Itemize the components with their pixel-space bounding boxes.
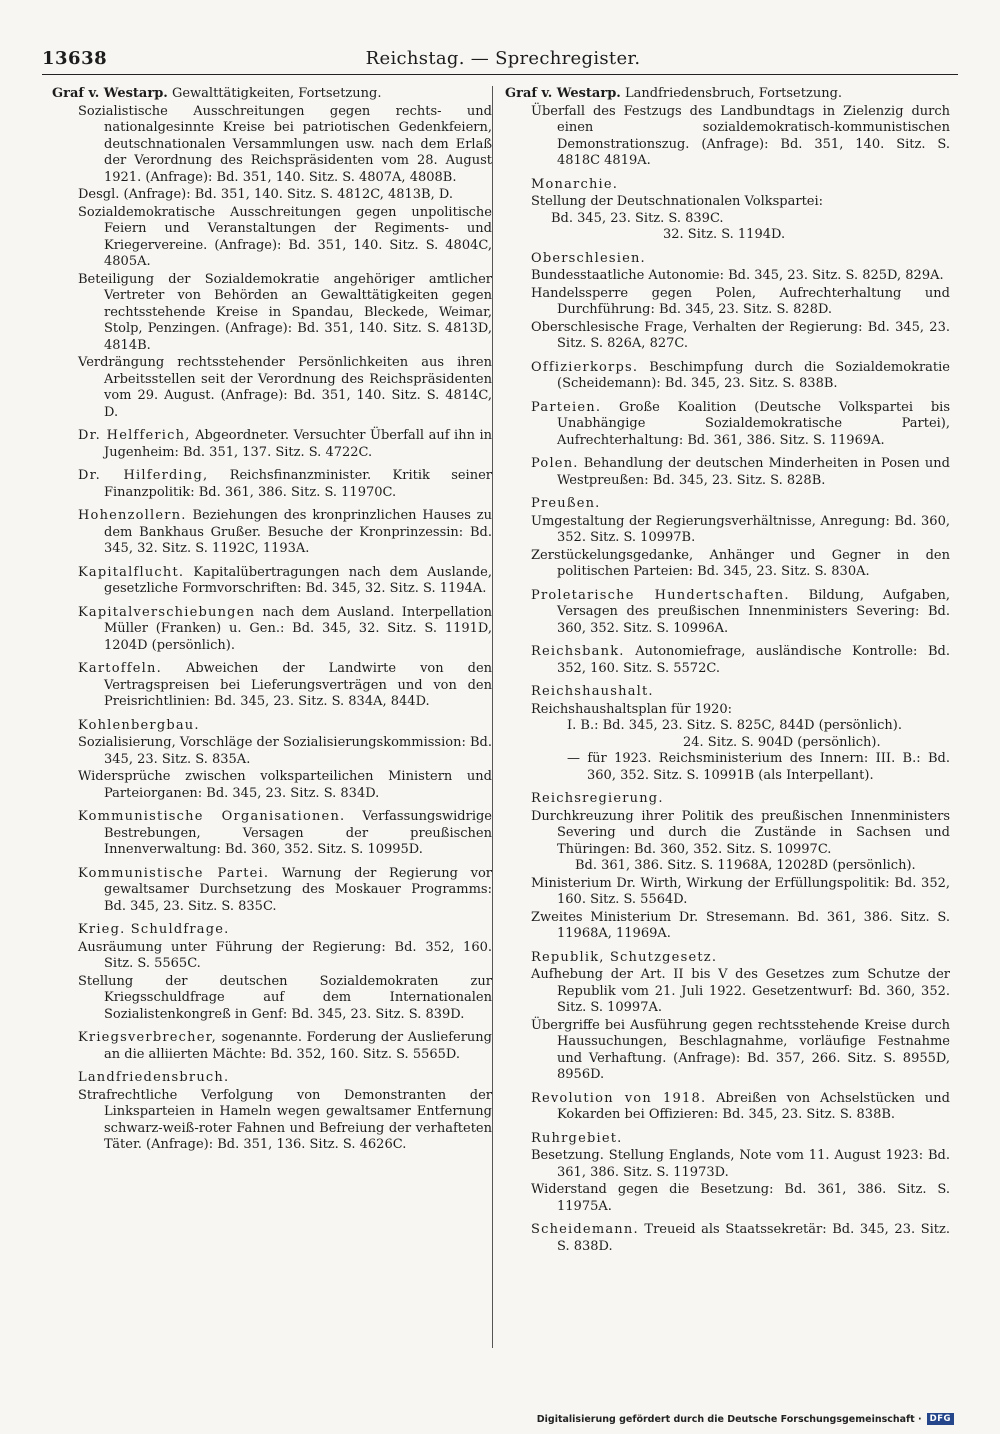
register-entry xyxy=(531,1091,950,1124)
entry-subitem: Stellung der Deutschnationalen Volkspartei: xyxy=(531,194,824,209)
entry-keyword: Hohenzollern. xyxy=(78,508,187,523)
entry-subitem: Widersprüche zwischen volksparteilichen Ministern und Parteiorganen: Bd. 345, 23. Sitz. S. 834D. xyxy=(78,769,492,801)
entry-topic: Landfriedensbruch, Fortsetzung. xyxy=(624,86,843,101)
entry-keyword: Kapitalflucht. xyxy=(78,564,185,580)
digitization-credit xyxy=(537,1413,954,1425)
register-entry xyxy=(531,684,950,784)
entry-topic: Gewalttätigkeiten, Fortsetzung. xyxy=(171,86,382,101)
entry-text: Behandlung der deutschen Minderheiten in Posen und Westpreußen: Bd. 345, 23. Sitz. S. 828B. xyxy=(557,456,951,488)
entry-subitem: Strafrechtliche Verfolgung von Demonstranten der Linksparteien in Hameln wegen gewaltsamer Entfernung schwarz-weiß-roter Fahnen und Befreiung der verhafteten Täter. (Anfrage): Bd. 351, 136. Sitz. S. 4626C. xyxy=(78,1087,492,1152)
entry-keyword: Polen. xyxy=(531,456,579,471)
register-entry xyxy=(531,1131,950,1216)
entry-subitem: Durchkreuzung ihrer Politik des preußischen Innenministers Severing und durch die Zustände in Sachsen und Thüringen: Bd. 360, 352. Sitz. S. 10997C. xyxy=(531,808,950,857)
register-entry xyxy=(531,456,950,489)
entry-text: Große Koalition (Deutsche Volkspartei bis Unabhängige Sozialdemokratische Partei), Aufrechterhaltung: Bd. 361, 386. Sitz. S. 11969A. xyxy=(557,399,950,448)
register-entry xyxy=(78,508,492,558)
entry-subitem: Übergriffe bei Ausführung gegen rechtsstehende Kreise durch Haussuchungen, Beschlagnahme, vorläufige Festnahme und Verhaftung. (Anfrage): Bd. 357, 266. Sitz. S. 8955D, 8956D. xyxy=(531,1017,950,1082)
register-entry xyxy=(531,1222,950,1255)
entry-keyword: Kommunistische Organisationen. xyxy=(78,809,346,824)
entry-keyword: Proletarische Hundertschaften. xyxy=(531,587,790,603)
register-entry xyxy=(78,1030,492,1063)
register-entry xyxy=(52,86,492,421)
entry-subitem: Zweites Ministerium Dr. Stresemann. Bd. 361, 386. Sitz. S. 11968A, 11969A. xyxy=(531,909,950,941)
entry-subitem: Bd. 345, 23. Sitz. S. 839C. xyxy=(551,210,724,226)
entry-subitem: Zerstückelungsgedanke, Anhänger und Gegner in den politischen Parteien: Bd. 345, 23. Sitz. S. 830A. xyxy=(531,547,950,579)
entry-text: Beziehungen des kronprinzlichen Hauses zu dem Bankhaus Grußer. Besuche der Kronprinzessin: Bd. 345, 32. Sitz. S. 1192C, 1193A. xyxy=(104,508,492,556)
entry-text: Autonomiefrage, ausländische Kontrolle: Bd. 352, 160. Sitz. S. 5572C. xyxy=(557,644,950,676)
entry-subitem: Verdrängung rechtsstehender Persönlichkeiten aus ihren Arbeitsstellen seit der Verordnung des Reichspräsidenten vom 29. August. (Anfrage): Bd. 351, 140. Sitz. S. 4814C, D. xyxy=(78,355,492,420)
entry-text: Treueid als Staatssekretär: Bd. 345, 23. Sitz. S. 838D. xyxy=(557,1222,950,1254)
register-entry xyxy=(78,565,492,598)
page-number: 13638 xyxy=(42,48,108,69)
entry-subitem: 32. Sitz. S. 1194D. xyxy=(663,227,786,242)
register-entry xyxy=(78,809,492,859)
register-entry xyxy=(78,1070,492,1154)
entry-keyword: Reichsregierung. xyxy=(531,791,664,806)
entry-keyword: Dr. Hilferding, xyxy=(78,468,209,483)
entry-text: nach dem Ausland. Interpellation Müller (Franken) u. Gen.: Bd. 345, 32. Sitz. S. 1191D, 1204D (persönlich). xyxy=(104,604,492,653)
entry-keyword: Kapitalverschiebungen xyxy=(78,604,256,620)
entry-text: sogenannte. Forderung der Auslieferung an die alliierten Mächte: Bd. 352, 160. Sitz. S. 5565D. xyxy=(104,1030,492,1062)
entry-subitem: Handelssperre gegen Polen, Aufrechterhaltung und Durchführung: Bd. 345, 23. Sitz. S. 828D. xyxy=(531,285,950,317)
register-entry xyxy=(78,605,492,655)
entry-subitem: Sozialisierung, Vorschläge der Sozialisierungskommission: Bd. 345, 23. Sitz. S. 835A. xyxy=(78,735,492,767)
register-entry xyxy=(531,496,950,581)
entry-subitem: Oberschlesische Frage, Verhalten der Regierung: Bd. 345, 23. Sitz. S. 826A, 827C. xyxy=(531,319,950,351)
entry-subitem: Reichshaushaltsplan für 1920: xyxy=(531,701,733,717)
entry-subitem: Überfall des Festzugs des Landbundtags in Zielenzig durch einen sozialdemokratisch-kommunistischen Demonstrationszug. (Anfrage): Bd. 351, 140. Sitz. S. 4818C 4819A. xyxy=(531,103,950,168)
entry-keyword: Offizierkorps. xyxy=(531,359,639,375)
entry-keyword: Republik, Schutzgesetz. xyxy=(531,949,718,965)
register-entry xyxy=(531,177,950,244)
entry-subitem: Aufhebung der Art. II bis V des Gesetzes zum Schutze der Republik vom 21. Juli 1922. Gesetzentwurf: Bd. 360, 352. Sitz. S. 10997A. xyxy=(531,967,950,1015)
register-entry xyxy=(78,922,492,1023)
entry-keyword: Reichshaushalt. xyxy=(531,684,654,699)
entry-speaker: Graf v. Westarp. xyxy=(52,86,168,101)
entry-keyword: Oberschlesien. xyxy=(531,250,646,266)
entry-keyword: Monarchie. xyxy=(531,176,619,192)
register-entry xyxy=(78,718,492,803)
entry-subitem: Sozialistische Ausschreitungen gegen rechts- und nationalgesinnte Kreise bei patriotischen Gedenkfeiern, deutschnationalen Versammlungen usw. nach dem Erlaß der Verordnung des Reichspräsidenten vom 28. August 1921. (Anfrage): Bd. 351, 140. Sitz. S. 4807A, 4808B. xyxy=(78,103,492,185)
entry-text: Kapitalübertragungen nach dem Auslande, gesetzliche Formvorschriften: Bd. 345, 32. Sitz. S. 1194A. xyxy=(104,564,492,596)
entry-keyword: Reichsbank. xyxy=(531,644,625,659)
header-rule xyxy=(42,74,958,75)
register-entry xyxy=(505,86,950,170)
entry-subitem: Beteiligung der Sozialdemokratie angehöriger amtlicher Vertreter von Behörden an Gewalttätigkeiten gegen rechtsstehende Kreise in Spandau, Bleckede, Weimar, Stolp, Penzingen. (Anfrage): Bd. 351, 140. Sitz. S. 4813D, 4814B. xyxy=(78,271,492,353)
entry-keyword: Ruhrgebiet. xyxy=(531,1130,623,1146)
entry-keyword: Kartoffeln. xyxy=(78,661,162,676)
entry-text: Abweichen der Landwirte von den Vertragspreisen bei Lieferungsverträgen und von den Preisrichtlinien: Bd. 345, 23. Sitz. S. 834A, 844D. xyxy=(104,661,493,709)
register-entry xyxy=(78,428,492,461)
register-entry xyxy=(78,661,492,711)
register-entry xyxy=(78,866,492,916)
entry-keyword: Kommunistische Partei. xyxy=(78,865,270,881)
entry-text: Abreißen von Achselstücken und Kokarden bei Offizieren: Bd. 345, 23. Sitz. S. 838B. xyxy=(557,1090,950,1122)
register-entry xyxy=(531,950,950,1084)
register-entry xyxy=(531,400,950,450)
entry-text: Abgeordneter. Versuchter Überfall auf ihn in Jugenheim: Bd. 351, 137. Sitz. S. 4722C. xyxy=(104,428,493,460)
entry-keyword: Landfriedensbruch. xyxy=(78,1070,230,1085)
entry-keyword: Scheidemann. xyxy=(531,1222,639,1237)
dfg-logo-icon: DFG xyxy=(927,1413,954,1425)
register-entry xyxy=(531,791,950,943)
register-entry xyxy=(531,588,950,638)
entry-subitem: Bd. 361, 386. Sitz. S. 11968A, 12028D (persönlich). xyxy=(575,858,916,873)
entry-speaker: Graf v. Westarp. xyxy=(505,86,621,101)
entry-text: Verfassungswidrige Bestrebungen, Versagen der preußischen Innenverwaltung: Bd. 360, 352. Sitz. S. 10995D. xyxy=(104,809,492,857)
entry-subitem: 24. Sitz. S. 904D (persönlich). xyxy=(683,734,881,750)
register-entry xyxy=(531,644,950,677)
entry-subitem: — für 1923. Reichsministerium des Innern: III. B.: Bd. 360, 352. Sitz. S. 10991B (als Interpellant). xyxy=(567,751,950,783)
running-head: Reichstag. — Sprechregister. xyxy=(365,48,641,69)
entry-keyword: Krieg. Schuldfrage. xyxy=(78,922,230,937)
column-divider xyxy=(492,86,493,1348)
entry-subitem: Widerstand gegen die Besetzung: Bd. 361, 386. Sitz. S. 11975A. xyxy=(531,1182,950,1214)
entry-subitem: Bundesstaatliche Autonomie: Bd. 345, 23. Sitz. S. 825D, 829A. xyxy=(531,268,944,283)
entry-subitem: Stellung der deutschen Sozialdemokraten zur Kriegsschuldfrage auf dem Internationalen Sozialistenkongreß in Genf: Bd. 345, 23. Sitz. S. 839D. xyxy=(78,973,492,1022)
entry-subitem: Besetzung. Stellung Englands, Note vom 11. August 1923: Bd. 361, 386. Sitz. S. 11973D. xyxy=(531,1148,950,1180)
entry-subitem: Ministerium Dr. Wirth, Wirkung der Erfüllungspolitik: Bd. 352, 160. Sitz. S. 5564D. xyxy=(531,875,950,907)
entry-subitem: Sozialdemokratische Ausschreitungen gegen unpolitische Feiern und Veranstaltungen der Regiments- und Kriegervereine. (Anfrage): Bd. 351, 140. Sitz. S. 4804C, 4805A. xyxy=(78,204,492,269)
entry-keyword: Dr. Helfferich, xyxy=(78,428,191,443)
entry-text: Reichsfinanzminister. Kritik seiner Finanzpolitik: Bd. 361, 386. Sitz. S. 11970C. xyxy=(104,468,492,500)
entry-keyword: Kohlenbergbau. xyxy=(78,717,200,733)
entry-subitem: Umgestaltung der Regierungsverhältnisse, Anregung: Bd. 360, 352. Sitz. S. 10997B. xyxy=(531,513,950,545)
left-column xyxy=(52,86,492,1161)
entry-keyword: Revolution von 1918. xyxy=(531,1090,707,1106)
right-column xyxy=(505,86,950,1262)
credit-text: Digitalisierung gefördert durch die Deutsche Forschungsgemeinschaft · xyxy=(536,1413,922,1425)
entry-text: Bildung, Aufgaben, Versagen des preußischen Innenministers Severing: Bd. 360, 352. Sitz. S. 10996A. xyxy=(557,587,951,636)
entry-keyword: Parteien. xyxy=(531,399,602,415)
entry-keyword: Kriegsverbrecher, xyxy=(78,1030,217,1045)
entry-subitem: Ausräumung unter Führung der Regierung: Bd. 352, 160. Sitz. S. 5565C. xyxy=(78,939,492,971)
register-entry xyxy=(78,468,492,501)
entry-subitem: I. B.: Bd. 345, 23. Sitz. S. 825C, 844D (persönlich). xyxy=(567,718,903,733)
register-entry xyxy=(531,251,950,353)
entry-keyword: Preußen. xyxy=(531,496,601,511)
entry-subitem: Desgl. (Anfrage): Bd. 351, 140. Sitz. S. 4812C, 4813B, D. xyxy=(78,187,453,202)
register-entry xyxy=(531,360,950,393)
entry-text: Warnung der Regierung vor gewaltsamer Durchsetzung des Moskauer Programms: Bd. 345, 23. Sitz. S. 835C. xyxy=(104,865,492,914)
page-header xyxy=(30,46,976,74)
entry-text: Beschimpfung durch die Sozialdemokratie (Scheidemann): Bd. 345, 23. Sitz. S. 838B. xyxy=(557,359,950,391)
